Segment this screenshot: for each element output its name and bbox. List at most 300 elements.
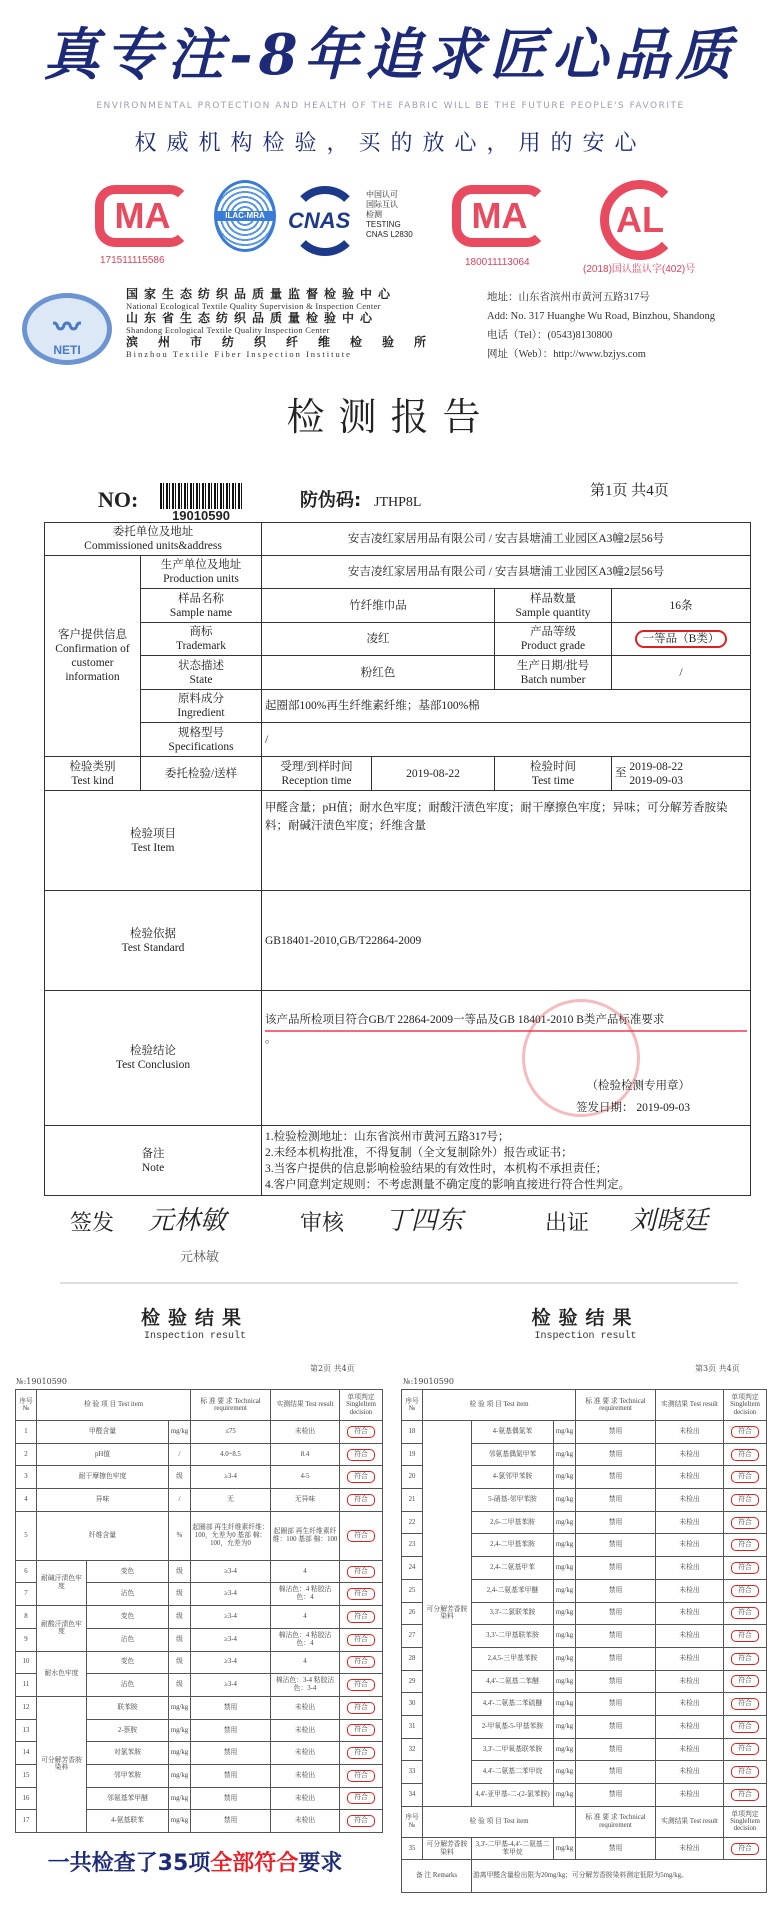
pass-badge: 符合 [347, 1566, 375, 1578]
row-group: 可分解芳香胺染料 [423, 1421, 472, 1807]
state-value: 粉红色 [262, 656, 495, 690]
anti-fake-code: JTHP8L [374, 495, 422, 510]
barcode [160, 483, 242, 509]
col-result: 实测结果 Test result [656, 1806, 724, 1837]
row-item: 纤维含量 [37, 1511, 169, 1560]
pass-badge: 符合 [347, 1426, 375, 1438]
row-no: 32 [402, 1738, 423, 1761]
row-result: 棉沾色：4 粘胶沾色：4 [271, 1583, 340, 1606]
row-no: 7 [16, 1583, 37, 1606]
row-requirement: 禁用 [576, 1784, 656, 1807]
row-no: 20 [402, 1466, 423, 1489]
pass-badge: 符合 [731, 1843, 759, 1855]
row-unit: mg/kg [554, 1715, 576, 1738]
row-item: 沾色 [87, 1674, 169, 1697]
pass-badge: 符合 [731, 1449, 759, 1461]
row-decision [340, 1606, 383, 1629]
row-decision [340, 1764, 383, 1787]
pass-badge: 符合 [347, 1724, 375, 1736]
address-en: Add: No. 317 Huanghe Wu Road, Binzhou, Shandong [487, 311, 716, 322]
summary-text: 一共检查了35项 [47, 1851, 211, 1876]
row-item: 2,4-二氨基苯甲醚 [472, 1579, 554, 1602]
row-no: 26 [402, 1602, 423, 1625]
pass-badge: 符合 [347, 1792, 375, 1804]
row-unit: / [169, 1443, 191, 1466]
official-seal-stamp [522, 999, 640, 1117]
label-cn: 检验依据 [130, 927, 176, 940]
label-en: Ingredient [177, 707, 225, 719]
pass-badge: 符合 [731, 1471, 759, 1483]
col-no: 序号 № [16, 1390, 37, 1421]
row-item: 4,4'-二氨基二苯醚 [472, 1670, 554, 1693]
batch-value: / [612, 656, 751, 690]
row-unit: mg/kg [554, 1557, 576, 1580]
state-label [141, 656, 262, 690]
pass-badge: 符合 [347, 1770, 375, 1782]
label-en: Trademark [175, 640, 227, 652]
row-result: 未检出 [656, 1443, 724, 1466]
row-item: 甲醛含量 [37, 1421, 169, 1444]
al-logo [600, 180, 680, 260]
col-requirement: 标 准 要 求 Technical requirement [576, 1390, 656, 1421]
cma-number: 171511115586 [100, 255, 165, 266]
reception-label [262, 757, 372, 791]
row-decision [340, 1421, 383, 1444]
row-result: 未检出 [656, 1511, 724, 1534]
row-decision [340, 1583, 383, 1606]
row-result: 未检出 [656, 1557, 724, 1580]
sample-qty-value: 16条 [612, 589, 751, 623]
row-requirement: ≥3-4 [191, 1560, 271, 1583]
banner-title: 真专注-8年追求匠心品质 [43, 22, 738, 88]
label-en: Test time [531, 774, 575, 787]
label-cn: 检验时间 [530, 760, 576, 773]
row-requirement: 禁用 [576, 1738, 656, 1761]
row-unit: % [169, 1511, 191, 1560]
row-item: 2-甲氧基-5-甲基苯胺 [472, 1715, 554, 1738]
ingredient-value: 起圈部100%再生纤维素纤维；基部100%棉 [262, 690, 751, 723]
pass-badge: 符合 [731, 1743, 759, 1755]
label-cn: 生产单位及地址 [160, 559, 242, 571]
row-no: 12 [16, 1696, 37, 1719]
row-requirement: 禁用 [576, 1715, 656, 1738]
row-result: 未检出 [271, 1696, 340, 1719]
cma-logo-text: MA [471, 195, 528, 236]
row-result: 未检出 [656, 1489, 724, 1512]
row-result: 棉沾色：4 粘胶沾色：4 [271, 1628, 340, 1651]
trademark-label [141, 623, 262, 656]
test-time-value [612, 757, 751, 791]
row-requirement: 禁用 [191, 1810, 271, 1833]
standard-value: GB18401-2010,GB/T22864-2009 [262, 891, 751, 991]
row-no: 1 [16, 1421, 37, 1444]
divider [60, 1282, 738, 1284]
row-item: 3,3'-二甲基联苯胺 [472, 1625, 554, 1648]
pass-badge: 符合 [731, 1607, 759, 1619]
row-item: 4-氨基偶氮苯 [472, 1421, 554, 1444]
row-requirement: ≥3-4 [191, 1628, 271, 1651]
row-unit: mg/kg [554, 1421, 576, 1444]
row-unit: mg/kg [169, 1742, 191, 1765]
row-group: 耐酸汗渍色牢度 [37, 1606, 87, 1651]
row-decision [724, 1738, 767, 1761]
seal-label: （检验检测专用章） [586, 1080, 690, 1092]
row-result: 8.4 [271, 1443, 340, 1466]
row-requirement: 禁用 [576, 1534, 656, 1557]
row-item: 邻氨基苯甲醚 [87, 1787, 169, 1810]
test-time-label [495, 757, 612, 791]
test-kind-value: 委托检验/送样 [141, 757, 262, 791]
batch-label [495, 656, 612, 690]
label-cn: 受理/到样时间 [280, 760, 353, 773]
row-unit: 级 [169, 1606, 191, 1629]
row-item: 2,4-二甲基苯胺 [472, 1534, 554, 1557]
row-decision [340, 1511, 383, 1560]
row-unit: mg/kg [169, 1810, 191, 1833]
row-requirement: 禁用 [191, 1787, 271, 1810]
label-en: Test Item [131, 841, 175, 854]
institute-names [126, 288, 476, 360]
row-result: 未检出 [656, 1784, 724, 1807]
note-item: 1.检验检测地址：山东省滨州市黄河五路317号； [265, 1130, 510, 1143]
row-no: 9 [16, 1628, 37, 1651]
row-decision [340, 1742, 383, 1765]
row-item: 3,3'-二氯联苯胺 [472, 1602, 554, 1625]
label-cn: 检验结论 [130, 1045, 176, 1057]
remarks-text: 游离甲醛含量检出限为20mg/kg；可分解芳香胺染料测定低限为5mg/kg。 [472, 1860, 767, 1893]
col-decision: 单项判定 SingleItem decision [724, 1390, 767, 1421]
address-cn: 地址：山东省滨州市黄河五路317号 [487, 292, 650, 303]
report-no: 19010590 [172, 508, 230, 523]
conclusion-cell [262, 991, 751, 1126]
row-item: 4,4'-亚甲基-二-(2-氯苯胺) [472, 1784, 554, 1807]
row-decision [724, 1511, 767, 1534]
row-item: 4,4'-二氨基二苯硫醚 [472, 1693, 554, 1716]
col-no: 序号 № [402, 1806, 423, 1837]
test-item-value: 甲醛含量；pH值；耐水色牢度；耐酸汗渍色牢度；耐干摩擦色牢度；异味；可分解芳香胺染料；耐碱汗渍色牢度；纤维含量 [262, 791, 751, 891]
row-decision [724, 1837, 767, 1860]
cma-number-2: 180011113064 [465, 257, 530, 268]
row-item: 联苯胺 [87, 1696, 169, 1719]
row-no: 18 [402, 1421, 423, 1444]
row-unit: 级 [169, 1651, 191, 1674]
results-subtitle: Inspection result [534, 1331, 637, 1342]
row-result: 4-5 [271, 1466, 340, 1489]
row-no: 27 [402, 1625, 423, 1648]
issue-date: 签发日期： 2019-09-03 [575, 1102, 690, 1114]
row-requirement: ≥3-4 [191, 1674, 271, 1697]
row-result: 未检出 [656, 1534, 724, 1557]
table-row [16, 1421, 383, 1444]
col-item: 检 验 项 目 Test item [37, 1390, 191, 1421]
row-requirement: 禁用 [576, 1602, 656, 1625]
pass-badge: 符合 [347, 1530, 375, 1542]
commissioned-value: 安吉凌红家居用品有限公司 / 安吉县塘浦工业园区A3幢2层56号 [262, 523, 751, 556]
cnas-line: 检测 [366, 210, 382, 219]
results-table-page2 [15, 1389, 383, 1833]
row-no: 28 [402, 1647, 423, 1670]
conclusion-dot: 。 [265, 1033, 277, 1045]
row-decision [340, 1560, 383, 1583]
label-en: Product grade [520, 640, 586, 652]
label-en: Confirmation of customer information [55, 643, 130, 683]
label-en: Note [141, 1161, 165, 1174]
ilac-mra-logo [214, 180, 276, 252]
row-item: 4-氨基联苯 [87, 1810, 169, 1833]
cnas-logo-text: CNAS [288, 208, 351, 233]
row-unit: mg/kg [169, 1421, 191, 1444]
institute-name-cn: 滨州市纺织纤维检验所 [126, 335, 447, 349]
institute-name-en: National Ecological Textile Quality Supervision & Inspection Center [126, 301, 381, 311]
row-unit: 级 [169, 1674, 191, 1697]
row-unit: 级 [169, 1466, 191, 1489]
spec-label [141, 723, 262, 757]
row-no: 13 [16, 1719, 37, 1742]
row-requirement: ≥3-4 [191, 1651, 271, 1674]
results-title: 检验结果 [140, 1307, 249, 1329]
row-decision [724, 1466, 767, 1489]
col-requirement: 标 准 要 求 Technical requirement [191, 1390, 271, 1421]
row-requirement: 禁用 [191, 1719, 271, 1742]
row-requirement: 禁用 [191, 1764, 271, 1787]
reception-value: 2019-08-22 [372, 757, 495, 791]
pass-badge: 符合 [731, 1653, 759, 1665]
label-cn: 规格型号 [178, 726, 224, 739]
results-header-row [402, 1806, 767, 1837]
pass-badge: 符合 [731, 1517, 759, 1529]
col-result: 实测结果 Test result [271, 1390, 340, 1421]
row-item: 5-硝基-邻甲苯胺 [472, 1489, 554, 1512]
conclusion-value: 该产品所检项目符合GB/T 22864-2009一等品及GB 18401-2010 B类产品标准要求 [265, 1013, 747, 1032]
cnas-line: CNAS L2830 [366, 230, 413, 239]
row-result: 未检出 [271, 1421, 340, 1444]
pass-badge: 符合 [347, 1634, 375, 1646]
row-decision [724, 1784, 767, 1807]
row-decision [340, 1628, 383, 1651]
summary-banner [0, 1850, 390, 1878]
row-result: 4 [271, 1651, 340, 1674]
to-label: 至 [615, 767, 627, 780]
row-result: 棉沾色：3-4 粘胶沾色：3-4 [271, 1674, 340, 1697]
production-value: 安吉凌红家居用品有限公司 / 安吉县塘浦工业园区A3幢2层56号 [262, 556, 751, 589]
row-unit: mg/kg [554, 1693, 576, 1716]
website-link[interactable]: 网址（Web）：http://www.bzjys.com [487, 349, 646, 360]
row-unit: mg/kg [554, 1761, 576, 1784]
row-no: 11 [16, 1674, 37, 1697]
row-result: 未检出 [656, 1647, 724, 1670]
row-no: 30 [402, 1693, 423, 1716]
cma-logo [95, 185, 190, 247]
customer-info-label [45, 556, 141, 757]
row-item: 4-氯邻甲苯胺 [472, 1466, 554, 1489]
report-info-table [44, 522, 751, 1196]
row-no: 10 [16, 1651, 37, 1674]
institute-name-en: Binzhou Textile Fiber Inspection Institute [126, 349, 352, 359]
cma-logo-text: MA [114, 195, 171, 236]
remarks-row [402, 1860, 767, 1893]
row-decision [724, 1534, 767, 1557]
summary-highlight: 全部符合 [210, 1851, 299, 1876]
row-no: 2 [16, 1443, 37, 1466]
sign-issue-label: 签发 [70, 1211, 115, 1236]
pass-badge: 符合 [347, 1679, 375, 1691]
cnas-line: 国际互认 [366, 200, 398, 209]
row-requirement: 禁用 [576, 1511, 656, 1534]
row-requirement: 禁用 [576, 1579, 656, 1602]
pass-badge: 符合 [731, 1426, 759, 1438]
label-en: Test Conclusion [115, 1059, 191, 1071]
label-en: Sample quantity [515, 606, 591, 619]
label-en: Test Standard [121, 941, 185, 954]
row-no: 35 [402, 1837, 423, 1860]
label-cn: 产品等级 [530, 626, 576, 638]
row-item: 变色 [87, 1560, 169, 1583]
row-requirement: 禁用 [191, 1742, 271, 1765]
row-result: 4 [271, 1560, 340, 1583]
table-row [16, 1511, 383, 1560]
row-requirement: 禁用 [576, 1761, 656, 1784]
institute-name-en: Shandong Ecological Textile Quality Inspection Center [126, 325, 330, 335]
english-tagline: ENVIRONMENTAL PROTECTION AND HEALTH OF THE FABRIC WILL BE THE FUTURE PEOPLE'S FAVORITE [96, 101, 685, 111]
row-unit: mg/kg [554, 1670, 576, 1693]
test-end-date: 2019-09-03 [629, 774, 684, 787]
row-unit: mg/kg [554, 1489, 576, 1512]
table-row [16, 1560, 383, 1583]
row-decision [724, 1489, 767, 1512]
table-row [16, 1489, 383, 1512]
row-item: 2-萘胺 [87, 1719, 169, 1742]
row-group: 耐水色牢度 [37, 1651, 87, 1696]
institute-contact [487, 288, 715, 364]
neti-logo-text: NETI [53, 343, 81, 357]
row-item: 2,4,5-三甲基苯胺 [472, 1647, 554, 1670]
label-cn: 生产日期/批号 [516, 659, 590, 672]
results-report-no: №:19010590 [16, 1377, 67, 1386]
row-requirement: 无 [191, 1489, 271, 1512]
institute-name-cn: 国家生态纺织品质量监督检验中心 [126, 287, 397, 301]
row-requirement: 禁用 [576, 1489, 656, 1512]
row-unit: mg/kg [169, 1719, 191, 1742]
label-en: State [189, 673, 213, 686]
results-report-no: №:19010590 [403, 1377, 454, 1386]
row-no: 29 [402, 1670, 423, 1693]
row-item: 4,4'-二氨基二苯甲烷 [472, 1761, 554, 1784]
row-no: 23 [402, 1534, 423, 1557]
col-requirement: 标 准 要 求 Technical requirement [576, 1806, 656, 1837]
pass-badge: 符合 [347, 1449, 375, 1461]
table-row [16, 1651, 383, 1674]
row-decision [724, 1443, 767, 1466]
row-no: 25 [402, 1579, 423, 1602]
row-decision [724, 1715, 767, 1738]
table-row [402, 1421, 767, 1444]
row-item: pH值 [37, 1443, 169, 1466]
note-label [45, 1126, 262, 1196]
table-row [402, 1837, 767, 1860]
grade-value-highlight: 一等品（B类） [635, 630, 728, 648]
commissioned-label [45, 523, 262, 556]
results-header-page3 [390, 1306, 781, 1343]
al-logo-text: AL [616, 199, 664, 240]
row-requirement: ≤75 [191, 1421, 271, 1444]
label-en: Sample name [169, 606, 233, 619]
row-unit: mg/kg [554, 1602, 576, 1625]
table-row [16, 1696, 383, 1719]
col-decision: 单项判定 SingleItem decision [340, 1390, 383, 1421]
signature-review: 丁四东 [385, 1206, 464, 1236]
row-result: 未检出 [656, 1421, 724, 1444]
test-kind-label [45, 757, 141, 791]
row-result: 未检出 [656, 1579, 724, 1602]
label-cn: 原料成分 [178, 693, 224, 705]
row-unit: mg/kg [554, 1534, 576, 1557]
row-unit: mg/kg [554, 1625, 576, 1648]
ilac-logo-text: ILAC-MRA [217, 211, 273, 221]
row-item: 2,4-二氨基甲苯 [472, 1557, 554, 1580]
row-decision [340, 1443, 383, 1466]
pass-badge: 符合 [731, 1494, 759, 1506]
row-requirement: 禁用 [576, 1647, 656, 1670]
row-result: 未检出 [656, 1837, 724, 1860]
production-label [141, 556, 262, 589]
row-decision [340, 1810, 383, 1833]
pass-badge: 符合 [731, 1698, 759, 1710]
label-cn: 客户提供信息 [58, 629, 127, 641]
row-no: 5 [16, 1511, 37, 1560]
row-result: 未检出 [271, 1787, 340, 1810]
row-unit: mg/kg [554, 1466, 576, 1489]
row-result: 未检出 [656, 1738, 724, 1761]
sample-qty-label [495, 589, 612, 623]
row-result: 无异味 [271, 1489, 340, 1512]
results-table-page3 [401, 1389, 767, 1893]
row-no: 3 [16, 1466, 37, 1489]
row-unit: mg/kg [554, 1443, 576, 1466]
pass-badge: 符合 [731, 1539, 759, 1551]
trademark-value: 凌红 [262, 623, 495, 656]
row-decision [340, 1674, 383, 1697]
spec-value: / [262, 723, 751, 757]
row-decision [340, 1466, 383, 1489]
row-requirement: 禁用 [576, 1837, 656, 1860]
row-requirement: 禁用 [576, 1693, 656, 1716]
notes [262, 1126, 751, 1196]
row-requirement: 禁用 [576, 1557, 656, 1580]
row-item: 邻甲苯胺 [87, 1764, 169, 1787]
telephone: 电话（Tel）：(0543)8130800 [487, 330, 613, 341]
cma-logo-2 [452, 185, 547, 247]
pass-badge: 符合 [731, 1789, 759, 1801]
row-unit: 级 [169, 1560, 191, 1583]
row-result: 未检出 [271, 1719, 340, 1742]
pass-badge: 符合 [347, 1588, 375, 1600]
row-no: 21 [402, 1489, 423, 1512]
row-group: 可分解芳香胺染料 [423, 1837, 472, 1860]
pass-badge: 符合 [731, 1585, 759, 1597]
row-result: 未检出 [271, 1764, 340, 1787]
row-no: 34 [402, 1784, 423, 1807]
row-unit: mg/kg [169, 1787, 191, 1810]
test-item-label [45, 791, 262, 891]
row-no: 31 [402, 1715, 423, 1738]
summary-text: 要求 [298, 1851, 343, 1876]
row-unit: mg/kg [554, 1647, 576, 1670]
row-requirement: 禁用 [576, 1466, 656, 1489]
cnas-caption [366, 190, 413, 240]
row-item: 变色 [87, 1606, 169, 1629]
row-requirement: 禁用 [576, 1443, 656, 1466]
results-header-row [16, 1390, 383, 1421]
